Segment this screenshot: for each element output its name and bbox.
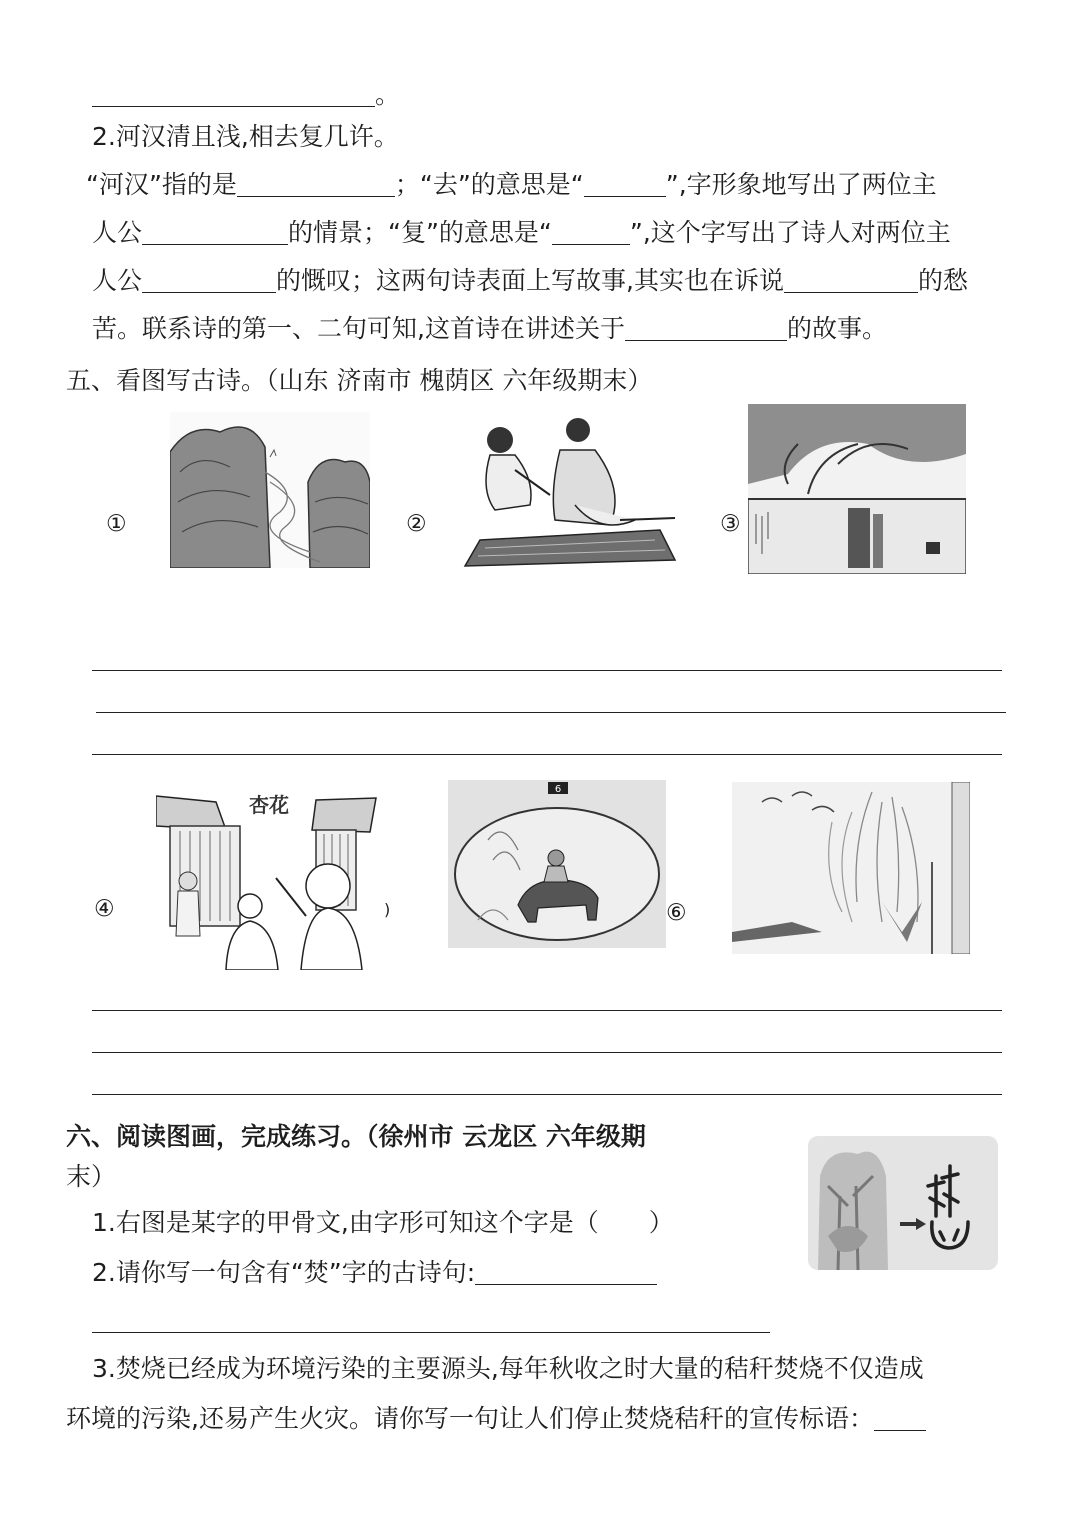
question-2-line-2: 人公 的情景；“复”的意思是“ ”,这个字写出了诗人对两位主 xyxy=(92,218,951,247)
answer-line[interactable] xyxy=(92,1052,1002,1053)
fill-blank-fu[interactable] xyxy=(552,220,630,245)
village-gate-icon xyxy=(156,786,382,970)
section-6-title-cont: 末） xyxy=(66,1162,117,1191)
fill-blank-poem[interactable] xyxy=(475,1260,657,1285)
section-6-title: 六、阅读图画，完成练习。（徐州市 云龙区 六年级期 xyxy=(66,1122,646,1151)
question-2-line-3: 人公 的慨叹；这两句诗表面上写故事,其实也在诉说 的愁 xyxy=(92,266,968,295)
fill-blank-slogan[interactable] xyxy=(874,1406,926,1431)
question-6-1: 1.右图是某字的甲骨文,由字形可知这个字是（ ） xyxy=(92,1208,674,1237)
apricot-sign-text: 杏花 xyxy=(249,793,289,817)
picture-number-4: ④ xyxy=(94,896,115,922)
picture-badge: 6 xyxy=(554,784,562,795)
question-6-3-line-1: 3.焚烧已经成为环境污染的主要源头,每年秋收之时大量的秸秆焚烧不仅造成 xyxy=(92,1354,924,1383)
fill-blank-sigh[interactable] xyxy=(142,268,276,293)
two-figures-mat-icon xyxy=(460,410,682,568)
answer-line[interactable] xyxy=(92,1332,770,1333)
question-2-line-1: “河汉”指的是 ；“去”的意思是“ ”,字形象地写出了两位主 xyxy=(86,170,937,199)
fill-blank-scene[interactable] xyxy=(142,220,288,245)
mountain-river-icon xyxy=(170,412,370,568)
question-6-3-line-2: 环境的污染,还易产生火灾。请你写一句让人们停止焚烧秸秆的宣传标语： xyxy=(66,1406,926,1431)
answer-line[interactable] xyxy=(92,1094,1002,1095)
fill-blank-hehan[interactable] xyxy=(237,172,395,197)
period-mark: 。 xyxy=(375,80,401,109)
section-5-title: 五、看图写古诗。（山东 济南市 槐荫区 六年级期末） xyxy=(66,366,653,395)
oracle-bone-fen-icon xyxy=(808,1136,998,1270)
picture-right-paren: ) xyxy=(384,900,391,919)
fill-blank[interactable] xyxy=(92,82,375,107)
question-2-line-4: 苦。联系诗的第一、二句可知,这首诗在讲述关于 的故事。 xyxy=(92,314,887,343)
picture-number-3: ③ xyxy=(720,511,741,537)
answer-line[interactable] xyxy=(96,712,1006,713)
willow-orioles-icon xyxy=(732,782,970,954)
picture-number-6: ⑥ xyxy=(666,900,687,926)
garden-wall-tree-icon xyxy=(748,404,966,574)
picture-number-2: ② xyxy=(406,511,427,537)
picture-number-1: ① xyxy=(106,511,127,537)
buffalo-rider-icon xyxy=(448,780,666,948)
answer-line[interactable] xyxy=(92,670,1002,671)
question-6-2: 2.请你写一句含有“焚”字的古诗句: xyxy=(92,1260,657,1285)
fill-blank-sorrow[interactable] xyxy=(784,268,918,293)
fill-blank-story[interactable] xyxy=(625,316,787,341)
question-2-title: 2.河汉清且浅,相去复几许。 xyxy=(92,122,399,151)
answer-line[interactable] xyxy=(92,1010,1002,1011)
answer-line-top[interactable] xyxy=(92,82,400,107)
answer-line[interactable] xyxy=(92,754,1002,755)
fill-blank-qu[interactable] xyxy=(584,172,666,197)
